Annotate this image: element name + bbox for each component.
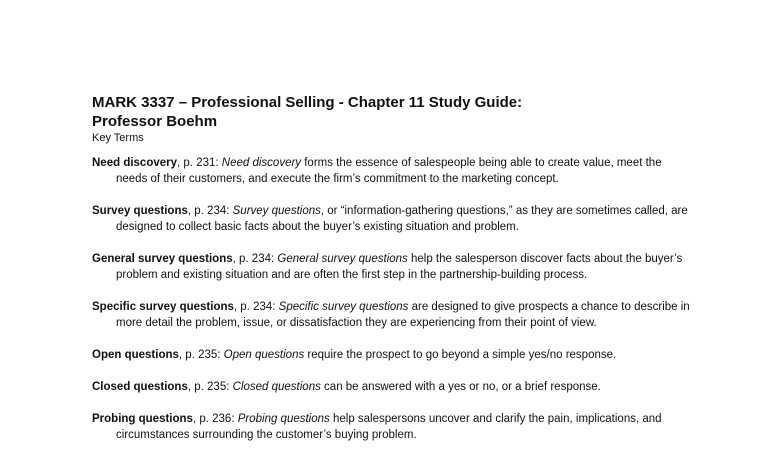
- definition-text: , or “information-gathering questions,” as they are sometimes called, are designed to collect basic facts about the buyer’s existing situation and problem.: [116, 205, 688, 233]
- page-ref: , p. 234:: [187, 205, 233, 217]
- definition-entry: [92, 347, 692, 363]
- term-italic: Need discovery: [221, 157, 302, 169]
- definition-entry: [92, 155, 692, 187]
- term-italic: General survey questions: [277, 253, 408, 265]
- definition-text: require the prospect to go beyond a simple yes/no response.: [304, 349, 617, 361]
- page-ref: , p. 231:: [177, 157, 222, 169]
- term-name: Open questions: [92, 349, 179, 361]
- document-title: MARK 3337 – Professional Selling - Chapter 11 Study Guide:: [92, 94, 523, 111]
- definition-text: are designed to give prospects a chance to describe in more detail the problem, issue, or dissatisfaction they are experiencing from their point of view.: [116, 301, 690, 329]
- definition-entry: [92, 379, 692, 395]
- page-ref: , p. 235:: [178, 349, 224, 361]
- term-italic: Closed questions: [232, 381, 321, 393]
- term-name: Probing questions: [92, 413, 193, 425]
- term-italic: Survey questions: [232, 205, 321, 217]
- term-name: Survey questions: [92, 205, 188, 217]
- section-heading: Key Terms: [92, 132, 144, 144]
- page-ref: , p. 235:: [187, 381, 233, 393]
- definition-entry: [92, 251, 692, 283]
- term-italic: Open questions: [223, 349, 305, 361]
- term-italic: Probing questions: [237, 413, 330, 425]
- definition-entry: [92, 203, 692, 235]
- term-name: Specific survey questions: [92, 301, 234, 313]
- definition-entry: [92, 299, 692, 331]
- document-content: [92, 93, 692, 459]
- document-author: Professor Boehm: [92, 113, 218, 130]
- term-name: Closed questions: [92, 381, 188, 393]
- term-italic: Specific survey questions: [278, 301, 409, 313]
- term-name: General survey questions: [92, 253, 233, 265]
- definition-text: forms the essence of salespeople being able to create value, meet the needs of their customers, and execute the firm’s commitment to the marketing concept.: [116, 157, 662, 185]
- definition-text: can be answered with a yes or no, or a brief response.: [320, 381, 601, 393]
- page-ref: , p. 234:: [232, 253, 278, 265]
- definition-text: help salespersons uncover and clarify the pain, implications, and circumstances surrounding the customer’s buying problem.: [116, 413, 662, 441]
- definition-text: help the salesperson discover facts about the buyer’s problem and existing situation and are often the first step in the partnership-building process.: [116, 253, 683, 281]
- page-ref: , p. 236:: [192, 413, 238, 425]
- page-ref: , p. 234:: [233, 301, 279, 313]
- term-name: Need discovery: [92, 157, 178, 169]
- definition-entry: [92, 411, 692, 443]
